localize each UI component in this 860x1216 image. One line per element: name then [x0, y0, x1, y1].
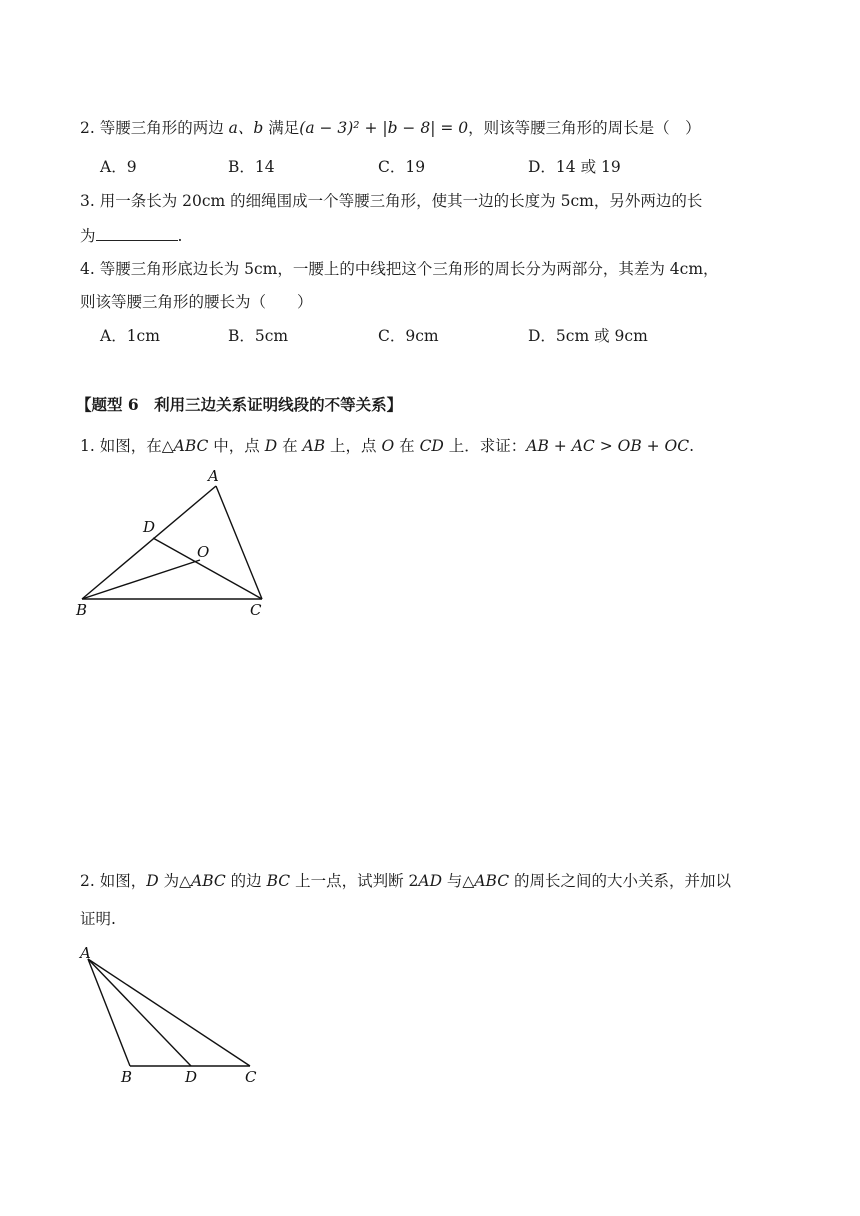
- q4-option-a[interactable]: A．1cm: [100, 327, 160, 345]
- fig1-label-o: O: [197, 543, 210, 561]
- p2-abc: ABC: [191, 872, 226, 890]
- q2-option-a[interactable]: A．9: [100, 158, 137, 176]
- p2-bc: BC: [266, 872, 291, 890]
- p1-o: O: [381, 437, 395, 455]
- q2-suffix: ，则该等腰三角形的周长是（ ）: [468, 119, 701, 137]
- problem-2-line-2: 证明.: [80, 910, 116, 928]
- p1-text-f: 上．求证：: [443, 437, 527, 455]
- p1-text-b: 中，点: [208, 437, 265, 455]
- q2-option-b[interactable]: B．14: [228, 158, 275, 176]
- p1-d: D: [264, 437, 278, 455]
- q2-option-d[interactable]: D．14 或 19: [528, 158, 621, 176]
- p2-text-c: 上一点，试判断 2: [290, 872, 419, 890]
- q2-prefix: 2. 等腰三角形的两边: [80, 119, 229, 137]
- fig2-label-b: B: [121, 1068, 133, 1086]
- p2-d: D: [146, 872, 159, 890]
- fig1-label-a: A: [208, 467, 219, 485]
- section-heading: 【题型 6 利用三边关系证明线段的不等关系】: [76, 395, 403, 414]
- q2-mid: 满足: [263, 119, 300, 137]
- p1-ab: AB: [302, 437, 326, 455]
- p2-text-d: 与△: [442, 872, 475, 890]
- fig1-label-d: D: [143, 518, 156, 536]
- fig2-label-d: D: [185, 1068, 198, 1086]
- p1-text-d: 上，点: [325, 437, 382, 455]
- fig1-label-b: B: [76, 601, 88, 619]
- fig1-label-c: C: [250, 601, 262, 619]
- fig2-label-a: A: [80, 944, 91, 962]
- p2-prefix: 2. 如图，: [80, 872, 147, 890]
- p2-ad: AD: [418, 872, 442, 890]
- question-3-line-1: 3. 用一条长为 20cm 的细绳围成一个等腰三角形，使其一边的长度为 5cm，另外两边的长: [80, 192, 703, 210]
- q4-option-b[interactable]: B．5cm: [228, 327, 289, 345]
- p1-claim: AB + AC > OB + OC: [526, 437, 690, 455]
- fig2-segment-ab: [88, 959, 130, 1066]
- fig2-segment-ad: [88, 959, 191, 1066]
- q4-option-c[interactable]: C．9cm: [378, 327, 439, 345]
- p1-text-a: 1. 如图，在△: [80, 437, 174, 455]
- q3-line2-suffix: .: [177, 227, 183, 245]
- q2-equation: (a − 3)² + |b − 8| = 0: [299, 119, 469, 137]
- fig2-label-c: C: [245, 1068, 257, 1086]
- q2-option-c[interactable]: C．19: [378, 158, 426, 176]
- fig2-segment-ac: [88, 959, 250, 1066]
- p2-text-a: 为△: [158, 872, 192, 890]
- q4-option-d[interactable]: D．5cm 或 9cm: [528, 327, 648, 345]
- p2-text-e: 的周长之间的大小关系，并加以: [509, 872, 732, 890]
- question-4-line-2: 则该等腰三角形的腰长为（ ）: [80, 293, 313, 311]
- p1-text-g: .: [689, 437, 695, 455]
- q3-line2-prefix: 为: [80, 227, 96, 245]
- p1-text-c: 在: [277, 437, 303, 455]
- p1-cd: CD: [419, 437, 444, 455]
- p1-abc: ABC: [173, 437, 209, 455]
- p2-text-b: 的边: [225, 872, 267, 890]
- q2-vars: a、b: [228, 119, 264, 137]
- p2-abc-2: ABC: [474, 872, 510, 890]
- question-4-line-1: 4. 等腰三角形底边长为 5cm，一腰上的中线把这个三角形的周长分为两部分，其差为 4cm，: [80, 260, 719, 278]
- p1-text-e: 在: [394, 437, 420, 455]
